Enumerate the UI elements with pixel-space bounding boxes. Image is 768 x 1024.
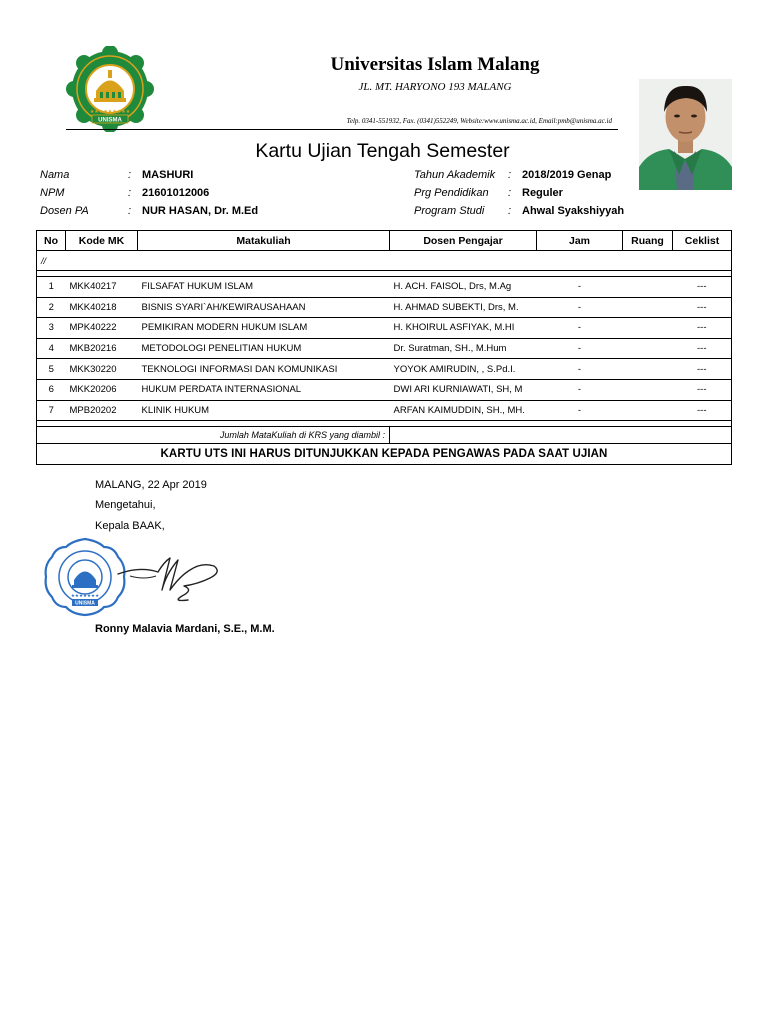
table-row (37, 277, 732, 298)
row-no: 2 (37, 297, 66, 318)
signer-position: Kepala BAAK, (95, 520, 165, 532)
row-kode: MKK40218 (66, 297, 138, 318)
row-dosen: H. ACH. FAISOL, Drs, M.Ag (390, 277, 537, 298)
separator-text: // (37, 251, 732, 271)
row-dosen: YOYOK AMIRUDIN, , S.Pd.I. (390, 359, 537, 380)
row-matakuliah: METODOLOGI PENELITIAN HUKUM (138, 338, 390, 359)
value-nama: MASHURI (142, 169, 194, 181)
row-matakuliah: HUKUM PERDATA INTERNASIONAL (138, 379, 390, 400)
colon: : (508, 205, 512, 217)
row-dosen: H. KHOIRUL ASFIYAK, M.HI (390, 318, 537, 339)
stamp-text: UNISMA (75, 600, 95, 607)
label-dosen-pa: Dosen PA (40, 205, 89, 217)
value-dosen-pa: NUR HASAN, Dr. M.Ed (142, 205, 259, 217)
row-kode: MKK30220 (66, 359, 138, 380)
colon: : (128, 205, 132, 217)
value-prg-pendidikan: Reguler (522, 187, 563, 199)
row-jam: - (537, 338, 623, 359)
colon: : (508, 169, 512, 181)
row-jam: - (537, 379, 623, 400)
svg-text:★★★★★★★★★: ★★★★★★★★★ (89, 109, 131, 115)
row-dosen: DWI ARI KURNIAWATI, SH, M (390, 379, 537, 400)
colon: : (508, 187, 512, 199)
table-header-row (37, 231, 732, 251)
course-count-value (390, 427, 732, 444)
row-ceklist: --- (673, 359, 732, 380)
row-matakuliah: FILSAFAT HUKUM ISLAM (138, 277, 390, 298)
row-kode: MPK40222 (66, 318, 138, 339)
row-ruang (623, 359, 673, 380)
row-matakuliah: PEMIKIRAN MODERN HUKUM ISLAM (138, 318, 390, 339)
university-contact: Telp. 0341-551932, Fax. (0341)552249, Website:www.unisma.ac.id, Email:pmb@unisma.ac.id (346, 117, 612, 125)
row-no: 7 (37, 400, 66, 421)
exam-notice-row (37, 444, 732, 465)
header-ruang: Ruang (623, 231, 673, 251)
value-npm: 21601012006 (142, 187, 210, 199)
header-divider (66, 129, 618, 130)
colon: : (128, 187, 132, 199)
row-no: 3 (37, 318, 66, 339)
row-matakuliah: TEKNOLOGI INFORMASI DAN KOMUNIKASI (138, 359, 390, 380)
row-matakuliah: BISNIS SYARI`AH/KEWIRAUSAHAAN (138, 297, 390, 318)
university-logo (64, 46, 156, 132)
course-table (36, 230, 732, 465)
header-ceklist: Ceklist (673, 231, 732, 251)
row-ceklist: --- (673, 297, 732, 318)
table-separator-row (37, 251, 732, 271)
course-count-label: Jumlah MataKuliah di KRS yang diambil : (37, 427, 390, 444)
row-no: 1 (37, 277, 66, 298)
table-row (37, 379, 732, 400)
row-ruang (623, 400, 673, 421)
row-jam: - (537, 277, 623, 298)
row-ruang (623, 338, 673, 359)
document-title: Kartu Ujian Tengah Semester (255, 140, 510, 162)
row-no: 6 (37, 379, 66, 400)
row-jam: - (537, 318, 623, 339)
header-jam: Jam (537, 231, 623, 251)
row-jam: - (537, 297, 623, 318)
row-jam: - (537, 400, 623, 421)
row-dosen: ARFAN KAIMUDDIN, SH., MH. (390, 400, 537, 421)
row-ceklist: --- (673, 379, 732, 400)
value-tahun-akademik: 2018/2019 Genap (522, 169, 612, 181)
table-row (37, 297, 732, 318)
row-kode: MKK40217 (66, 277, 138, 298)
row-dosen: H. AHMAD SUBEKTI, Drs, M. (390, 297, 537, 318)
row-ceklist: --- (673, 338, 732, 359)
row-ruang (623, 297, 673, 318)
row-ceklist: --- (673, 318, 732, 339)
label-tahun-akademik: Tahun Akademik (414, 169, 496, 181)
student-photo (639, 79, 732, 190)
row-ruang (623, 277, 673, 298)
table-row (37, 400, 732, 421)
row-kode: MKB20216 (66, 338, 138, 359)
header-dosen-pengajar: Dosen Pengajar (390, 231, 537, 251)
table-row (37, 318, 732, 339)
row-kode: MPB20202 (66, 400, 138, 421)
colon: : (128, 169, 132, 181)
label-program-studi: Program Studi (414, 205, 485, 217)
signer-name: Ronny Malavia Mardani, S.E., M.M. (95, 623, 275, 635)
row-no: 4 (37, 338, 66, 359)
university-address: JL. MT. HARYONO 193 MALANG (358, 81, 512, 93)
row-ceklist: --- (673, 400, 732, 421)
label-npm: NPM (40, 187, 65, 199)
header-no: No (37, 231, 66, 251)
value-program-studi: Ahwal Syakshiyyah (522, 205, 625, 217)
row-kode: MKK20206 (66, 379, 138, 400)
row-ruang (623, 379, 673, 400)
signature (110, 546, 230, 606)
label-prg-pendidikan: Prg Pendidikan (414, 187, 489, 199)
row-no: 5 (37, 359, 66, 380)
table-row (37, 338, 732, 359)
row-matakuliah: KLINIK HUKUM (138, 400, 390, 421)
course-count-row (37, 427, 732, 444)
logo-text: UNISMA (98, 117, 122, 124)
svg-text:★★★★★★★: ★★★★★★★ (70, 594, 100, 599)
row-dosen: Dr. Suratman, SH., M.Hum (390, 338, 537, 359)
row-jam: - (537, 359, 623, 380)
header-kode-mk: Kode MK (66, 231, 138, 251)
header-matakuliah: Matakuliah (138, 231, 390, 251)
table-row (37, 359, 732, 380)
acknowledged-text: Mengetahui, (95, 499, 156, 511)
exam-notice: KARTU UTS INI HARUS DITUNJUKKAN KEPADA PENGAWAS PADA SAAT UJIAN (37, 444, 732, 465)
row-ceklist: --- (673, 277, 732, 298)
university-name: Universitas Islam Malang (330, 54, 540, 75)
label-nama: Nama (40, 169, 70, 181)
row-ruang (623, 318, 673, 339)
place-date: MALANG, 22 Apr 2019 (95, 479, 207, 491)
